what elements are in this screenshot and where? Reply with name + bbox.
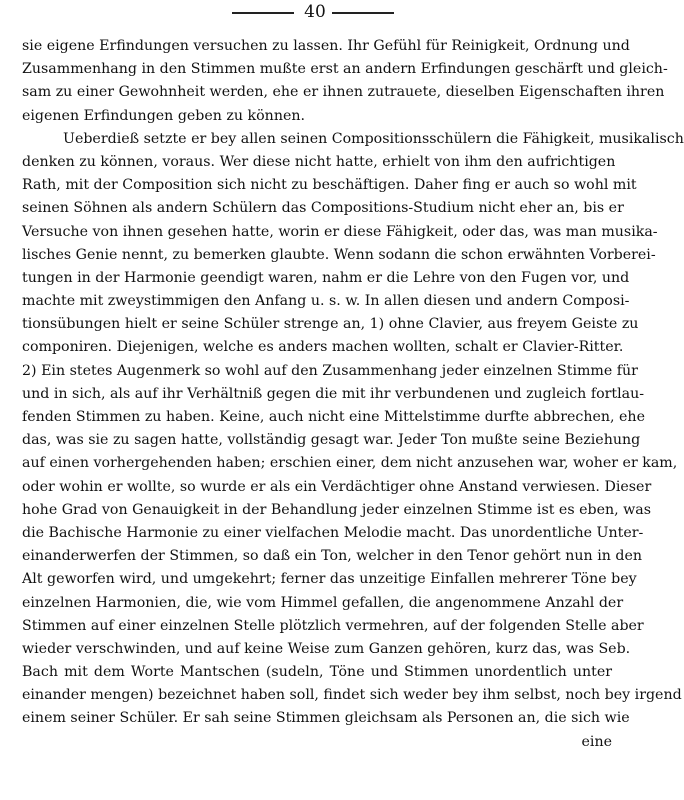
- text-line: machte mit zweystimmigen den Anfang u. s. w. In allen diesen und andern Composi-: [22, 293, 630, 310]
- text-line: die Bachische Harmonie zu einer vielfachen Melodie macht. Das unordentliche Unter-: [22, 524, 644, 541]
- text-line: Alt geworfen wird, und umgekehrt; ferner das unzeitige Einfallen mehrerer Töne bey: [22, 571, 637, 588]
- text-line: einanderwerfen der Stimmen, so daß ein Ton, welcher in den Tenor gehört nun in den: [22, 548, 642, 565]
- text-line: denken zu können, voraus. Wer diese nicht hatte, erhielt von ihm den aufrichtigen: [22, 153, 616, 170]
- text-line: oder wohin er wollte, so wurde er als ein Verdächtiger ohne Anstand verwiesen. Dieser: [22, 478, 652, 495]
- text-line: Zusammenhang in den Stimmen mußte erst an andern Erfindungen geschärft und gleich-: [22, 61, 668, 78]
- text-line: und in sich, als auf ihr Verhältniß gegen die mit ihr verbundenen und zugleich fortlau-: [22, 385, 645, 402]
- text-line: sie eigene Erfindungen versuchen zu lassen. Ihr Gefühl für Reinigkeit, Ordnung und: [22, 38, 630, 54]
- text-line: hohe Grad von Genauigkeit in der Behandlung jeder einzelnen Stimme ist es eben, was: [22, 501, 652, 518]
- page-number: 40: [304, 2, 326, 22]
- body-text: [22, 35, 684, 754]
- catchword: eine: [581, 733, 612, 750]
- text-line: Ueberdieß setzte er bey allen seinen Compositionsschülern die Fähigkeit, musikalisch: [63, 130, 684, 147]
- text-line: fenden Stimmen zu haben. Keine, auch nicht eine Mittelstimme durfte abbrechen, ehe: [22, 409, 645, 425]
- text-line: sam zu einer Gewohnheit werden, ehe er ihnen zutrauete, dieselben Eigenschaften ihren: [22, 84, 665, 101]
- text-line: eigenen Erfindungen geben zu können.: [22, 107, 305, 124]
- text-line: 2) Ein stetes Augenmerk so wohl auf den Zusammenhang jeder einzelnen Stimme für: [22, 362, 638, 379]
- text-line: Bach mit dem Worte Mantschen (sudeln, Töne und Stimmen unordentlich unter: [22, 664, 612, 681]
- text-line: einem seiner Schüler. Er sah seine Stimmen gleichsam als Personen an, die sich wie: [22, 710, 630, 727]
- text-line: seinen Söhnen als andern Schülern das Compositions-Studium nicht eher an, bis er: [22, 200, 624, 217]
- text-line: tungen in der Harmonie geendigt waren, nahm er die Lehre von den Fugen vor, und: [22, 269, 630, 286]
- text-line: lisches Genie nennt, zu bemerken glaubte. Wenn sodann die schon erwähnten Vorberei-: [22, 246, 656, 263]
- header-rule-left: [232, 12, 294, 14]
- text-line: tionsübungen hielt er seine Schüler strenge an, 1) ohne Clavier, aus freyem Geiste zu: [22, 316, 639, 333]
- text-line: das, was sie zu sagen hatte, vollständig gesagt war. Jeder Ton mußte seine Beziehung: [22, 432, 641, 449]
- text-line: Versuche von ihnen gesehen hatte, worin er diese Fähigkeit, oder das, was man musika-: [22, 223, 658, 240]
- text-line: Stimmen auf einer einzelnen Stelle plötzlich vermehren, auf der folgenden Stelle aber: [22, 617, 644, 634]
- text-line: einander mengen) bezeichnet haben soll, findet sich weder bey ihm selbst, noch bey irgend: [22, 687, 682, 704]
- text-line: einzelnen Harmonien, die, wie vom Himmel gefallen, die angenommene Anzahl der: [22, 594, 624, 611]
- page-header: [0, 2, 633, 26]
- text-line: Rath, mit der Composition sich nicht zu beschäftigen. Daher fing er auch so wohl mit: [22, 177, 637, 194]
- header-rule-right: [332, 12, 394, 14]
- text-line: auf einen vorhergehenden haben; erschien einer, dem nicht anzusehen war, woher er kam,: [22, 455, 678, 472]
- text-line: componiren. Diejenigen, welche es anders machen wollten, schalt er Clavier-Ritter.: [22, 339, 624, 356]
- text-line: wieder verschwinden, und auf keine Weise zum Ganzen gehören, kurz das, was Seb.: [22, 640, 631, 657]
